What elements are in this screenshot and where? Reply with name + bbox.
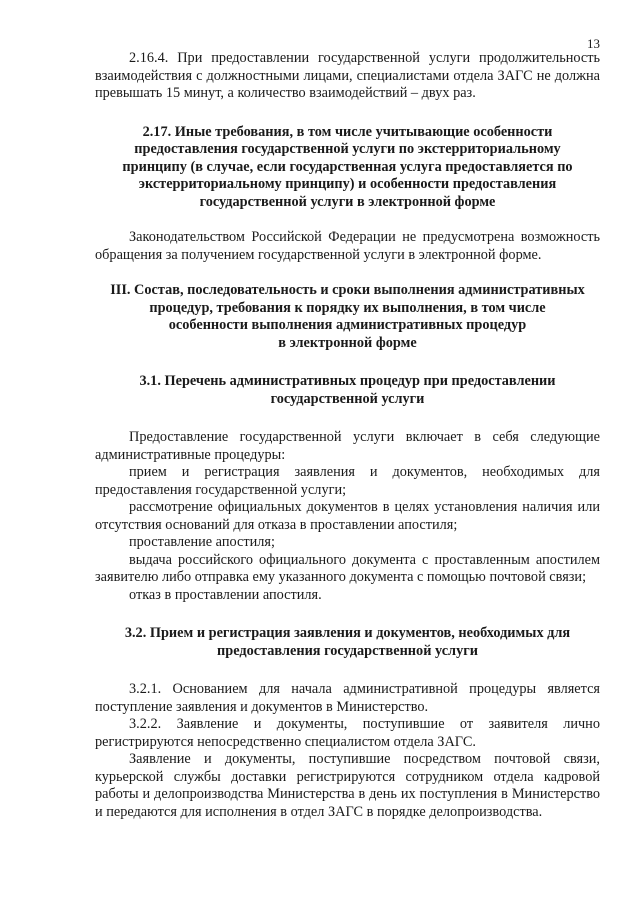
heading-line: 2.17. Иные требования, в том числе учитывающие особенности [142,123,553,140]
heading-line: особенности выполнения административных процедур [168,317,527,333]
paragraph-3-2-2: 3.2.2. Заявление и документы, поступившие от заявителя лично регистрируются непосредственно специалистом отдела ЗАГС. [95,716,600,750]
paragraph-3-2-1: 3.2.1. Основанием для начала административной процедуры является поступление заявления и документов в Министерство. [95,681,600,715]
heading-2-17 [95,124,600,212]
list-item: рассмотрение официальных документов в целях установления наличия или отсутствия оснований для отказа в проставлении апостиля; [95,499,600,533]
heading-line: III. Состав, последовательность и сроки выполнения административных [110,282,585,298]
heading-line: предоставления государственной услуги [217,642,478,659]
paragraph-3-1-intro: Предоставление государственной услуги включает в себя следующие административные процедуры: [95,429,600,463]
heading-line: 3.2. Прием и регистрация заявления и документов, необходимых для [124,625,571,641]
heading-line: экстерриториальному принципу) и особенности предоставления [138,176,557,192]
heading-3-1 [95,373,600,408]
heading-3-2 [95,625,600,660]
heading-line: государственной услуги [270,390,425,407]
list-item: проставление апостиля; [129,534,275,550]
heading-line: в электронной форме [278,334,417,351]
heading-line: процедур, требования к порядку их выполнения, в том числе [149,299,546,316]
heading-line: предоставления государственной услуги по экстерриториальному [134,141,561,157]
list-item: выдача российского официального документа с проставленным апостилем заявителю либо отправка ему указанного документа с помощью почтовой связи; [95,551,600,585]
list-item: прием и регистрация заявления и документов, необходимых для предоставления государственной услуги; [95,464,600,498]
paragraph-2-16-4: 2.16.4. При предоставлении государственной услуги продолжительность взаимодействия с должностными лицами, специалистами отдела ЗАГС не должна превышать 15 минут, а количество взаимодействий – двух раз. [95,50,600,101]
page-number: 13 [587,36,600,51]
page-content [95,50,600,821]
heading-line: 3.1. Перечень административных процедур при предоставлении [139,373,556,389]
heading-line: принципу (в случае, если государственная услуга предоставляется по [122,158,573,175]
heading-line: государственной услуги в электронной форме [199,193,496,210]
list-item: отказ в проставлении апостиля. [129,586,322,603]
paragraph-2-17: Законодательством Российской Федерации не предусмотрена возможность обращения за получением государственной услуги в электронной форме. [95,229,600,263]
heading-section-III [95,282,600,352]
paragraph-3-2-2-continued: Заявление и документы, поступившие посредством почтовой связи, курьерской службы доставки регистрируются сотрудником отдела кадровой работы и делопроизводства Министерства в день их поступления в Министерство и передаются для исполнения в отдел ЗАГС в порядке делопроизводства. [95,751,600,820]
